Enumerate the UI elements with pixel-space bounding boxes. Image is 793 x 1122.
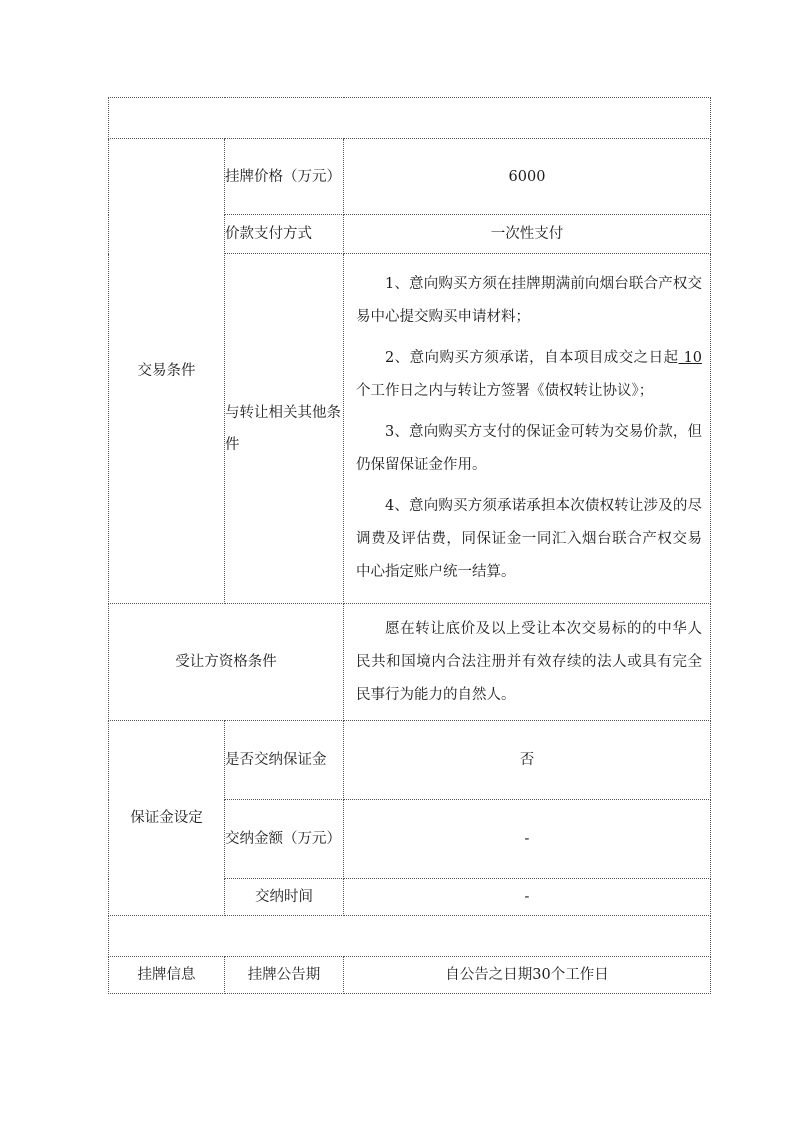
blank-middle-row xyxy=(109,916,711,957)
transferee-qualification-cell xyxy=(344,604,711,721)
listing-price-label: 挂牌价格（万元） xyxy=(225,139,344,215)
blank-cell xyxy=(109,916,711,957)
trade-conditions-label: 交易条件 xyxy=(109,139,225,604)
listing-price-value: 6000 xyxy=(344,139,711,215)
deposit-required-label: 是否交纳保证金 xyxy=(225,721,344,800)
blank-cell xyxy=(109,98,711,139)
transferee-qualification-value: 愿在转让底价及以上受让本次交易标的的中华人民共和国境内合法注册并有效存续的法人或具有完全民事行为能力的自然人。 xyxy=(356,620,703,703)
condition-item: 4、意向购买方须承诺承担本次债权转让涉及的尽调费及评估费，同保证金一同汇入烟台联合产权交易中心指定账户统一结算。 xyxy=(356,498,703,580)
listing-info-label: 挂牌信息 xyxy=(109,957,225,994)
other-conditions-cell xyxy=(344,254,711,604)
condition-item: 3、意向购买方支付的保证金可转为交易价款，但仍保留保证金作用。 xyxy=(356,424,703,473)
condition-item: 1、意向购买方须在挂牌期满前向烟台联合产权交易中心提交购买申请材料； xyxy=(356,276,703,325)
condition-text: 个工作日之内与转让方签署《债权转让协议》； xyxy=(356,383,654,399)
deposit-required-value: 否 xyxy=(344,721,711,800)
condition-days-underlined: 10 xyxy=(678,350,703,366)
deposit-amount-value: - xyxy=(344,800,711,879)
deposit-time-value: - xyxy=(344,879,711,916)
deposit-amount-label: 交纳金额（万元） xyxy=(225,800,344,879)
payment-method-value: 一次性支付 xyxy=(344,215,711,254)
payment-method-label: 价款支付方式 xyxy=(225,215,344,254)
transferee-qualification-row xyxy=(109,604,711,721)
deposit-required-row xyxy=(109,721,711,800)
listing-price-row xyxy=(109,139,711,215)
listing-period-value: 自公告之日期30个工作日 xyxy=(344,957,711,994)
deposit-time-label: 交纳时间 xyxy=(225,879,344,916)
transferee-qualification-label: 受让方资格条件 xyxy=(109,604,344,721)
listing-period-label: 挂牌公告期 xyxy=(225,957,344,994)
condition-item xyxy=(344,342,710,408)
blank-top-row xyxy=(109,98,711,139)
other-conditions-label: 与转让相关其他条件 xyxy=(225,254,344,604)
listing-info-row xyxy=(109,957,711,994)
deposit-group-label: 保证金设定 xyxy=(109,721,225,916)
condition-text: 2、意向购买方须承诺，自本项目成交之日起 xyxy=(385,350,679,366)
listing-table xyxy=(108,97,711,994)
